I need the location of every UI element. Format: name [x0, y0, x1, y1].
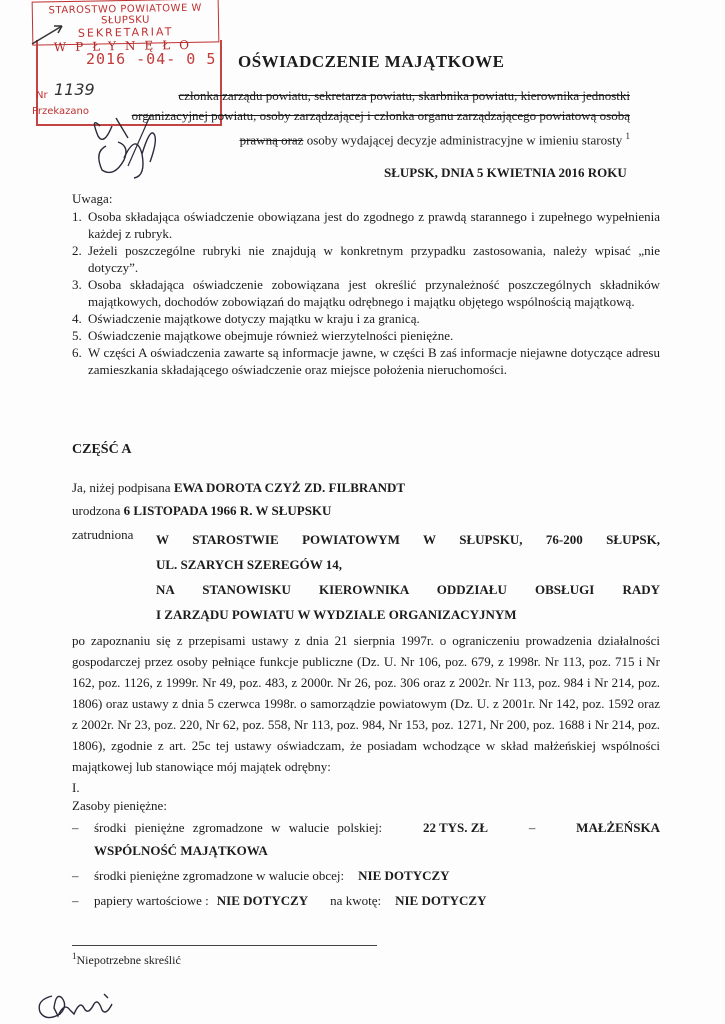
bullet-dash: – [72, 893, 79, 908]
legal-paragraph: po zapoznaniu się z przepisami ustawy z dnia 21 sierpnia 1997r. o ograniczeniu prowadzenia działalności gospodarczej przez osoby pełniące funkcje publiczne (Dz. U. Nr 106, poz. 679, z 1998r. Nr 113, poz. 715 i Nr 162, poz. 1126, z 1999r. Nr 49, poz. 483, z 2000r. Nr 26, poz. 306 oraz z 2002r. Nr 113, poz. 984 i Nr 214, poz. 1806) oraz ustawy z dnia 5 czerwca 1998r. o samorządzie powiatowym (Dz. U. z 2001r. Nr 142, poz. 1592 oraz z 2002r. Nr 23, poz. 220, Nr 62, poz. 558, Nr 113, poz. 984, Nr 153, poz. 1271, Nr 200, poz. 1688 i Nr 214, poz. 1806), zgodnie z art. 25c tej ustawy oświadczam, że posiadam wchodzące w skład małżeńskiej wspólności majątkowej lub stanowiące mój majątek odrębny: [72, 633, 660, 774]
instruction-number: 4. [72, 311, 82, 326]
section-heading: Zasoby pieniężne: [72, 798, 167, 813]
instruction-text: Oświadczenie majątkowe dotyczy majątku w kraju i za granicą. [88, 311, 420, 326]
document-title: OŚWIADCZENIE MAJĄTKOWE [238, 52, 505, 71]
stamp-received: WPŁYNĘŁO [53, 37, 199, 55]
bullet-dash: – [72, 820, 79, 835]
instruction-text: Osoba składająca oświadczenie obowiązana jest do zgodnego z prawdą starannego i zupełnego wypełnienia każdej z rubryk. [88, 209, 660, 241]
subtitle-line1: członka zarządu powiatu, sekretarza powiatu, skarbnika powiatu, kierownika jednostki [178, 88, 630, 103]
handwritten-paraph [34, 990, 134, 1024]
declarant-birth-line [72, 501, 660, 520]
instruction-item [72, 310, 660, 327]
foreign-funds-label: środki pieniężne zgromadzone w walucie obcej: [94, 868, 345, 883]
born-value: 6 LISTOPADA 1966 R. W SŁUPSKU [123, 503, 332, 518]
instruction-text: Osoba składająca oświadczenie zobowiązana jest określić przynależność poszczególnych składników majątkowych, dochodów zobowiązań do majątku odrębnego i majątku objętego wspólnością majątkową. [88, 277, 660, 309]
born-prefix: urodzona [72, 503, 124, 518]
part-a-heading: CZĘŚĆ A [72, 442, 132, 457]
stamp-office: STAROSTWO POWIATOWE W SŁUPSKU [48, 2, 203, 27]
pln-funds-row [72, 820, 660, 836]
footnote-marker: 1 [72, 951, 77, 961]
pln-funds-value: 22 TYS. ZŁ [422, 820, 489, 835]
instruction-number: 6. [72, 345, 82, 360]
instruction-item [72, 327, 660, 344]
securities-amount-label: na kwotę: [330, 893, 382, 908]
subtitle-line3-struck: prawną oraz [239, 132, 304, 148]
position-line-2: I ZARZĄDU POWIATU W WYDZIALE ORGANIZACYJNYM [156, 607, 517, 622]
footnote-text: Niepotrzebne skreślić [76, 953, 181, 967]
instruction-number: 1. [72, 209, 82, 224]
instruction-number: 3. [72, 277, 82, 292]
subtitle-footnote-ref: 1 [625, 131, 630, 141]
handwritten-initials [88, 112, 178, 182]
stamp-date: 2016 -04- 0 5 [86, 50, 217, 68]
employer-line-2: UL. SZARYCH SZEREGÓW 14, [156, 557, 343, 572]
securities-label: papiery wartościowe : [94, 893, 209, 908]
footnote-separator [72, 945, 377, 946]
foreign-funds-value: NIE DOTYCZY [358, 868, 450, 883]
employer-line-1: W STAROSTWIE POWIATOWYM W SŁUPSKU, 76-200 SŁUPSK, [156, 532, 660, 547]
stamp-nr-label: Nr [36, 90, 48, 101]
instruction-text: Oświadczenie majątkowe obejmuje również wierzytelności pieniężne. [88, 328, 454, 343]
securities-amount-value: NIE DOTYCZY [395, 893, 487, 908]
pln-funds-ownership-cont: WSPÓLNOŚĆ MAJĄTKOWA [94, 843, 268, 858]
instruction-number: 2. [72, 243, 82, 258]
subtitle-line2: organizacyjnej powiatu, osoby zarządzającej i członka organu zarządzającego powiatową osobą [131, 108, 630, 123]
foreign-funds-row [72, 868, 660, 884]
instruction-item [72, 208, 660, 242]
instruction-text: Jeżeli poszczególne rubryki nie znajdują w konkretnym przypadku zastosowania, należy wpisać „nie dotyczy”. [88, 243, 660, 275]
stamp-nr-value: 1139 [54, 80, 95, 99]
instruction-item [72, 276, 660, 310]
pln-funds-ownership-line2 [94, 843, 682, 859]
securities-value: NIE DOTYCZY [216, 893, 309, 908]
instruction-number: 5. [72, 328, 82, 343]
instructions-heading: Uwaga: [72, 191, 113, 206]
stamp-secretariat: SEKRETARIAT [77, 25, 174, 40]
position-line-1: NA STANOWISKU KIEROWNIKA ODDZIAŁU OBSŁUGI RADY [156, 582, 660, 597]
pln-funds-dash: – [528, 820, 536, 835]
declarant-prefix: Ja, niżej podpisana [72, 480, 174, 495]
stamp-przekazano-label: Przekazano [32, 106, 89, 117]
pln-funds-ownership: MAŁŻEŃSKA [576, 820, 660, 835]
section-roman-numeral: I. [72, 780, 80, 795]
subtitle-line3-rest: osoby wydającej decyzje administracyjne w imieniu starosty [303, 132, 626, 148]
pln-funds-label: środki pieniężne zgromadzone w walucie polskiej: [94, 820, 383, 835]
securities-row [72, 893, 660, 909]
instructions-section [72, 190, 660, 378]
bullet-dash: – [72, 868, 79, 883]
declarant-name: EWA DOROTA CZYŻ ZD. FILBRANDT [173, 480, 406, 495]
declarant-name-line [72, 478, 660, 497]
stamp-arrow-icon [28, 20, 68, 50]
instruction-item [72, 344, 660, 378]
instruction-text: W części A oświadczenia zawarte są informacje jawne, w części B zaś informacje niejawne dotyczące adresu zamieszkania składającego oświadczenie oraz miejsce położenia nieruchomości. [88, 345, 660, 377]
employed-label: zatrudniona [72, 527, 134, 542]
instruction-item [72, 242, 660, 276]
place-and-date: SŁUPSK, DNIA 5 KWIETNIA 2016 ROKU [384, 165, 627, 180]
footnote [72, 951, 181, 968]
